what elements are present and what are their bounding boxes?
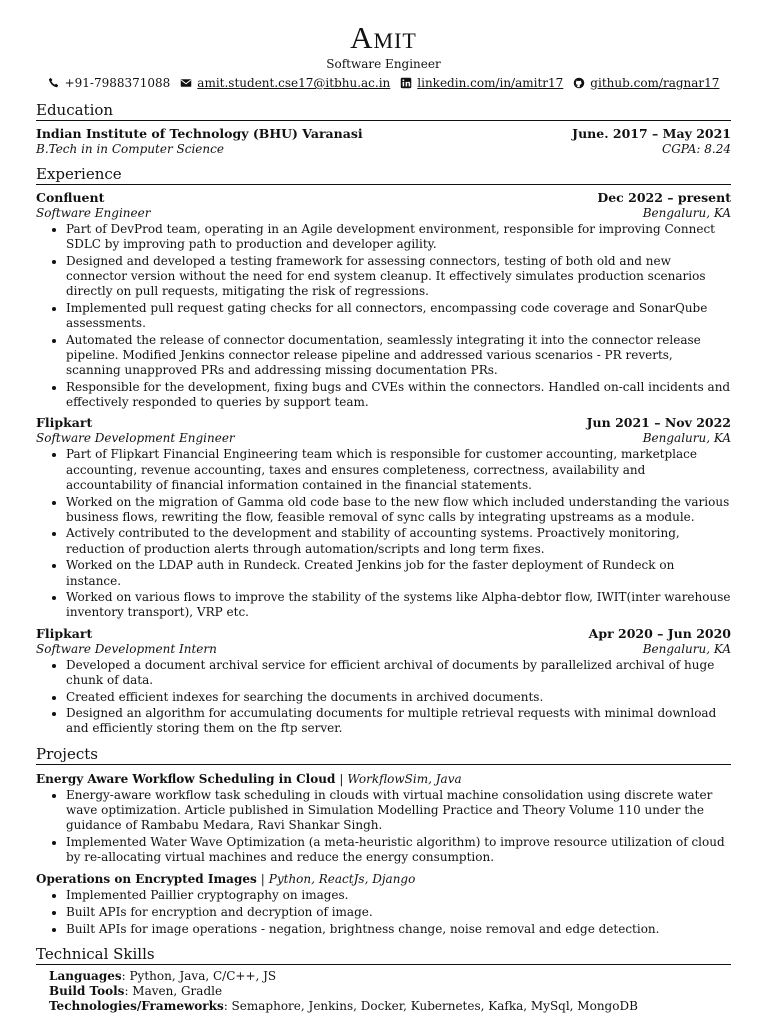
contact-link[interactable]: amit.student.cse17@itbhu.ac.in xyxy=(197,76,391,90)
contact-bar xyxy=(36,75,731,93)
education-dates: June. 2017 – May 2021 xyxy=(572,126,731,141)
section-heading: Education xyxy=(36,101,731,121)
job-header xyxy=(36,190,731,206)
project-tech: WorkflowSim, Java xyxy=(347,771,462,786)
job-location: Bengaluru, KA xyxy=(642,431,731,446)
job-location: Bengaluru, KA xyxy=(642,206,731,220)
skill-category: Technologies/Frameworks xyxy=(49,998,224,1013)
company-name: Flipkart xyxy=(36,625,93,641)
project-separator: | xyxy=(260,872,265,887)
job-header xyxy=(36,415,731,431)
project-bullets xyxy=(36,788,731,866)
bullet-item: • Built APIs for encryption and decryption of image. xyxy=(66,905,731,920)
skill-values: : Semaphore, Jenkins, Docker, Kubernetes, Kafka, MySql, MongoDB xyxy=(223,998,638,1013)
bullet-item: • Built APIs for image operations - negation, brightness change, noise removal and edge detection. xyxy=(66,922,731,937)
job-dates: Apr 2020 – Jun 2020 xyxy=(588,625,731,641)
section-heading: Experience xyxy=(36,165,731,185)
skill-row xyxy=(49,984,731,999)
candidate-name: Amit xyxy=(350,20,417,55)
section-heading: Technical Skills xyxy=(36,945,731,965)
company-name: Flipkart xyxy=(36,415,93,431)
skill-category: Build Tools xyxy=(49,983,125,998)
project-header xyxy=(36,771,731,787)
bullet-item: • Implemented Water Wave Optimization (a meta-heuristic algorithm) to improve resource utilization of cloud by re-allocating virtual machines and reduce the energy consumption. xyxy=(66,835,731,865)
skill-values: : Python, Java, C/C++, JS xyxy=(121,968,277,983)
institution-name: Indian Institute of Technology (BHU) Varanasi xyxy=(36,126,363,141)
education-entry-subheader xyxy=(36,142,731,157)
github-icon xyxy=(573,77,585,89)
experience-section xyxy=(36,165,731,737)
phone-icon xyxy=(48,77,60,89)
project-title: Energy Aware Workflow Scheduling in Cloud xyxy=(36,771,336,786)
bullet-item: • Worked on the LDAP auth in Rundeck. Created Jenkins job for the faster deployment of Rundeck on instance. xyxy=(66,558,731,588)
contact-item xyxy=(48,75,171,91)
job-subheader xyxy=(36,642,731,657)
email-icon xyxy=(180,77,192,89)
projects-section xyxy=(36,745,731,937)
bullet-item: • Developed a document archival service for efficient archival of documents by parallelized archival of huge chunk of data. xyxy=(66,658,731,688)
project-header xyxy=(36,871,731,887)
bullet-item: • Worked on the migration of Gamma old code base to the new flow which included understanding the various business flows, rewriting the flow, feasible removal of sync calls by integrating upstreams as a module. xyxy=(66,495,731,525)
bullet-item: • Designed an algorithm for accumulating documents for multiple retrieval requests with minimal download and efficiently storing them on the ftp server. xyxy=(66,706,731,736)
job-subheader xyxy=(36,431,731,446)
bullet-item: • Part of DevProd team, operating in an Agile development environment, responsible for improving Connect SDLC by improving path to production and developer agility. xyxy=(66,222,731,252)
project-title: Operations on Encrypted Images xyxy=(36,872,257,887)
contact-text: +91-7988371088 xyxy=(64,76,171,90)
skill-values: : Maven, Gradle xyxy=(124,983,223,998)
job-dates: Dec 2022 – present xyxy=(597,190,731,205)
bullet-item: • Implemented Paillier cryptography on images. xyxy=(66,888,731,903)
job-dates: Jun 2021 – Nov 2022 xyxy=(586,415,731,431)
job-bullets xyxy=(36,447,731,620)
bullet-item: • Responsible for the development, fixing bugs and CVEs within the connectors. Handled on-call incidents and effectively responded to queries by support team. xyxy=(66,380,731,410)
contact-item[interactable] xyxy=(180,75,390,91)
bullet-item: • Worked on various flows to improve the stability of the systems like Alpha-debtor flow, IWIT(inter warehouse inventory transport), VRP etc. xyxy=(66,590,731,620)
project-separator: | xyxy=(339,771,344,786)
project-bullets xyxy=(36,888,731,937)
linkedin-icon xyxy=(400,77,412,89)
degree-name: B.Tech in in Computer Science xyxy=(36,142,224,156)
job-role: Software Development Engineer xyxy=(36,431,235,446)
contact-link[interactable]: linkedin.com/in/amitr17 xyxy=(417,76,564,90)
section-heading: Projects xyxy=(36,745,731,765)
skill-row xyxy=(49,999,731,1014)
contact-link[interactable]: github.com/ragnar17 xyxy=(590,76,720,90)
candidate-title: Software Engineer xyxy=(326,57,441,71)
company-name: Confluent xyxy=(36,190,105,205)
contact-item[interactable] xyxy=(400,75,563,91)
contact-item[interactable] xyxy=(573,75,719,91)
job-role: Software Development Intern xyxy=(36,641,217,656)
job-header xyxy=(36,626,731,642)
skills-section xyxy=(36,945,731,1014)
bullet-item: • Designed and developed a testing framework for assessing connectors, testing of both old and new connector version without the need for end system cleanup. It effectively simulates production scenarios directly on pull requests, mitigating the risk of regressions. xyxy=(66,254,731,300)
job-role: Software Engineer xyxy=(36,206,151,220)
skill-row xyxy=(49,969,731,984)
bullet-item: • Created efficient indexes for searching the documents in archived documents. xyxy=(66,690,731,705)
job-subheader xyxy=(36,206,731,221)
job-bullets xyxy=(36,222,731,410)
bullet-item: • Energy-aware workflow task scheduling in clouds with virtual machine consolidation using discrete water wave optimization. Article published in Simulation Modelling Practice and Theory Volume 110 under the guidance of Rambabu Medara, Ravi Shankar Singh. xyxy=(66,788,731,834)
education-entry-header xyxy=(36,126,731,142)
bullet-item: • Implemented pull request gating checks for all connectors, encompassing code coverage and SonarQube assessments. xyxy=(66,301,731,331)
job-location: Bengaluru, KA xyxy=(642,641,731,656)
project-tech: Python, ReactJs, Django xyxy=(268,872,416,887)
education-section xyxy=(36,101,731,157)
bullet-item: • Part of Flipkart Financial Engineering team which is responsible for customer accounting, marketplace accounting, revenue accounting, taxes and ensures completeness, correctness, availability and accountability of financial information contained in the financial statements. xyxy=(66,447,731,493)
cgpa-score: CGPA: 8.24 xyxy=(662,142,731,156)
skill-category: Languages xyxy=(49,968,122,983)
job-bullets xyxy=(36,658,731,737)
resume-page xyxy=(36,0,731,1014)
bullet-item: • Actively contributed to the development and stability of accounting systems. Proactively monitoring, reduction of production alerts through automation/scripts and long term fixes. xyxy=(66,526,731,556)
bullet-item: • Automated the release of connector documentation, seamlessly integrating it into the connector release pipeline. Modified Jenkins connector release pipeline and addressed various scenarios - PR reverts, scanning unapproved PRs and addressing missing documentation PRs. xyxy=(66,333,731,379)
